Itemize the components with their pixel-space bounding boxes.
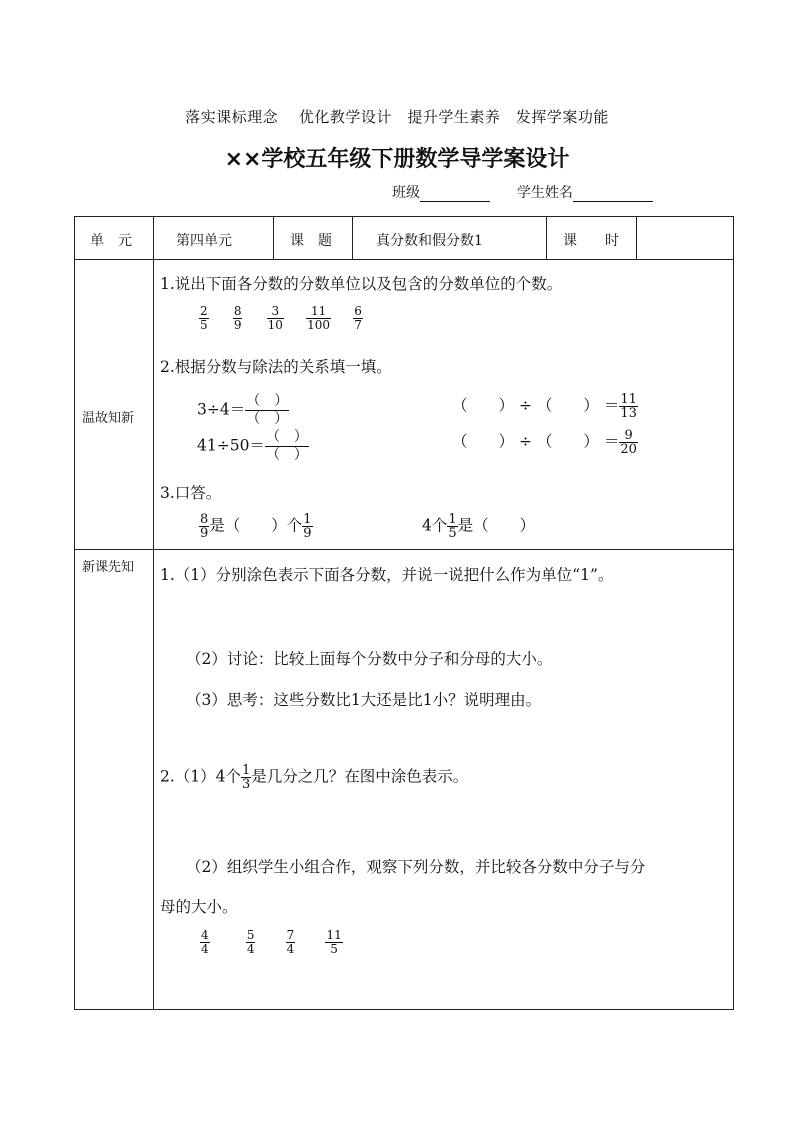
blank-paren[interactable]: （ ） xyxy=(536,396,599,415)
new-lesson-p1-2: （2）讨论：比较上面每个分数中分子和分母的大小。 xyxy=(186,650,553,668)
q2a-expression xyxy=(197,393,289,428)
unit-value: 第四单元 xyxy=(176,233,232,249)
blank-paren[interactable]: （ ） xyxy=(452,432,515,451)
q3b-pre: 4个 xyxy=(422,516,448,535)
q3b-post: 是（ ） xyxy=(457,516,536,535)
fraction: $\frac{1}{3}$ xyxy=(242,763,251,792)
fraction: $\frac{9}{20}$ xyxy=(620,428,637,457)
review-q3: 3.口答。 xyxy=(160,484,222,502)
fraction: $\frac{11}{5}$ xyxy=(326,928,342,956)
new-lesson-p2-2a: （2）组织学生小组合作，观察下列分数，并比较各分数中分子与分 xyxy=(186,858,646,876)
fraction: $\frac{1}{5}$ xyxy=(448,512,457,541)
q3a-text: 是（ ）个 xyxy=(209,516,303,535)
fraction: $\frac{3}{10}$ xyxy=(267,304,283,332)
topic-value: 真分数和假分数1 xyxy=(376,233,483,249)
new-lesson-p2 xyxy=(160,764,468,791)
class-blank[interactable] xyxy=(420,187,490,202)
fraction: $\frac{6}{7}$ xyxy=(354,304,362,332)
q3b-line xyxy=(422,513,535,540)
fraction: $\frac{7}{4}$ xyxy=(286,928,295,956)
student-name-label: 学生姓名 xyxy=(516,185,573,201)
fraction: $\frac{1}{9}$ xyxy=(303,512,312,541)
new-lesson-p1: 1.（1）分别涂色表示下面各分数，并说一说把什么作为单位“1”。 xyxy=(160,566,614,584)
fraction: $\frac{5}{4}$ xyxy=(246,928,255,956)
q3a-line xyxy=(199,513,313,540)
div-sign: ÷ xyxy=(518,396,532,415)
topic-label: 课 题 xyxy=(290,233,332,249)
q2b-expression xyxy=(197,429,309,464)
eq-sign: ＝ xyxy=(603,432,620,451)
class-label: 班级 xyxy=(392,185,420,201)
student-name-blank[interactable] xyxy=(573,187,653,202)
p2-pre: 2.（1）4个 xyxy=(160,767,242,786)
fraction: $\frac{8}{9}$ xyxy=(233,304,242,332)
class-name-line xyxy=(392,182,653,202)
blank-fraction[interactable]: （ ） （ ） xyxy=(246,393,289,427)
period-label: 课 时 xyxy=(563,233,619,249)
blank-fraction[interactable]: （ ） （ ） xyxy=(265,429,308,463)
blank-paren[interactable]: （ ） xyxy=(452,396,515,415)
fraction: $\frac{8}{9}$ xyxy=(200,512,209,541)
p2-fraction-list xyxy=(200,929,343,956)
eq-sign: ＝ xyxy=(603,396,620,415)
fraction: $\frac{4}{4}$ xyxy=(201,928,209,956)
review-q1: 1.说出下面各分数的分数单位以及包含的分数单位的个数。 xyxy=(160,275,563,293)
q2b-division-blanks xyxy=(452,429,638,456)
fraction: $\frac{11}{13}$ xyxy=(620,392,637,421)
q2b-left: 41÷50＝ xyxy=(197,436,265,455)
new-lesson-p2-2b: 母的大小。 xyxy=(160,898,238,916)
new-lesson-p1-3: （3）思考：这些分数比1大还是比1小？说明理由。 xyxy=(186,691,542,709)
unit-label: 单 元 xyxy=(90,233,132,249)
page-title: ××学校五年级下册数学导学案设计 xyxy=(224,147,570,172)
motto: 落实课标理念 优化教学设计 提升学生素养 发挥学案功能 xyxy=(185,108,609,126)
div-sign: ÷ xyxy=(518,432,532,451)
q1-fraction-list xyxy=(199,305,363,332)
review-label: 温故知新 xyxy=(82,411,135,426)
fraction: $\frac{11}{100}$ xyxy=(307,304,331,332)
new-lesson-label: 新课先知 xyxy=(82,560,135,575)
q2a-left: 3÷4＝ xyxy=(197,400,246,419)
review-q2: 2.根据分数与除法的关系填一填。 xyxy=(160,358,392,376)
fraction: $\frac{2}{5}$ xyxy=(200,304,208,332)
q2a-division-blanks xyxy=(452,393,638,420)
blank-paren[interactable]: （ ） xyxy=(536,432,599,451)
p2-post: 是几分之几？在图中涂色表示。 xyxy=(251,767,469,786)
